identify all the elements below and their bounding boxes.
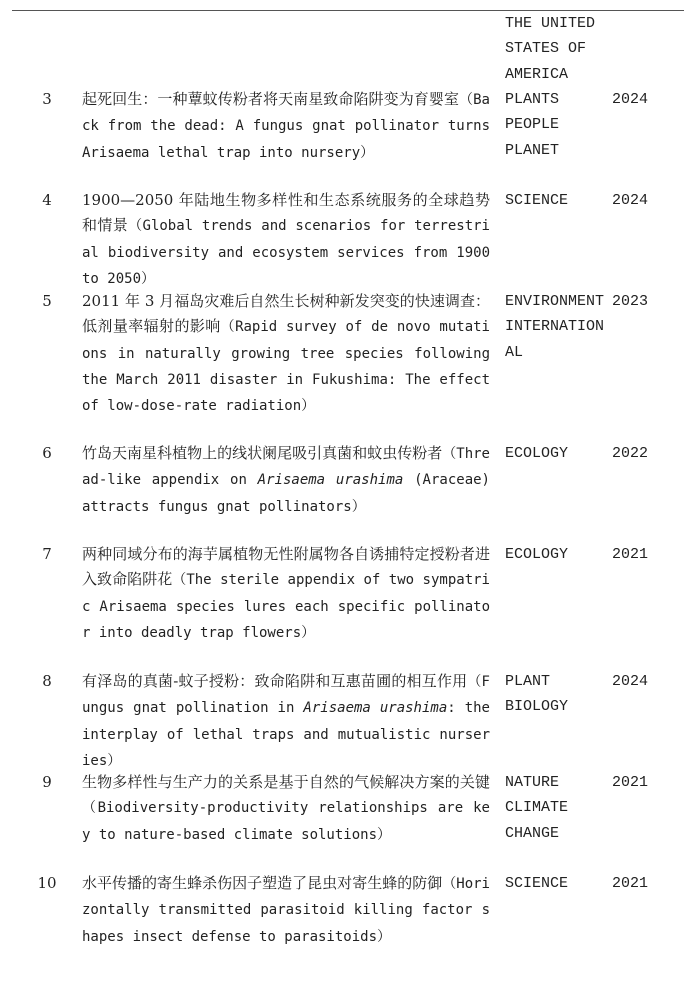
paper-title: 两种同域分布的海芋属植物无性附属物各自诱捕特定授粉者进入致命陷阱花（The sterile appendix of two sympatric Arisaema species lures each specific pollinator into deadly trap flowers） [82, 545, 490, 641]
year-cell: 2024 [612, 91, 649, 108]
journal-cell: NATURE CLIMATE CHANGE [505, 774, 569, 842]
row-number: 3 [42, 90, 52, 108]
journal-cell: PLANTS PEOPLE PLANET [505, 91, 560, 159]
journal-cell: SCIENCE [505, 875, 569, 892]
paper-title: 起死回生：一种蕈蚊传粉者将天南星致命陷阱变为育婴室（Back from the dead: A fungus gnat pollinator turns Arisaema lethal trap into nursery） [82, 90, 490, 161]
paper-title: 1900—2050 年陆地生物多样性和生态系统服务的全球趋势和情景（Global trends and scenarios for terrestrial biodiversity and ecosystem services from 1900 to 2050） [82, 191, 490, 287]
paper-title: 2011 年 3 月福岛灾难后自然生长树种新发突变的快速调查：低剂量率辐射的影响（Rapid survey of de novo mutations in naturally growing tree species following the March 2011 disaster in Fukushima: The effect of low-dose-rate radiation） [82, 292, 490, 415]
year-cell: 2021 [612, 875, 649, 892]
year-cell: 2022 [612, 445, 649, 462]
row-number: 8 [42, 672, 52, 690]
header-continuation-row [12, 11, 684, 87]
row-number: 7 [42, 545, 52, 563]
table-row [12, 542, 684, 669]
table-row [12, 770, 684, 871]
table-row [12, 669, 684, 770]
table-row [12, 87, 684, 188]
row-number: 4 [42, 191, 52, 209]
year-cell: 2023 [612, 293, 649, 310]
row-number: 9 [42, 773, 52, 791]
table-row [12, 289, 684, 441]
journal-cell: THE UNITED STATES OF AMERICA [505, 15, 596, 83]
publication-table [12, 10, 684, 972]
journal-cell: ECOLOGY [505, 546, 569, 563]
paper-title: 有泽岛的真菌-蚊子授粉：致命陷阱和互惠苗圃的相互作用（Fungus gnat pollination in Arisaema urashima: the interplay of lethal traps and mutualistic nurseries） [82, 672, 490, 769]
row-number: 10 [37, 874, 57, 892]
paper-title: 竹岛天南星科植物上的线状阑尾吸引真菌和蚊虫传粉者（Thread-like appendix on Arisaema urashima (Araceae) attracts fungus gnat pollinators） [82, 444, 490, 515]
row-number: 5 [42, 292, 52, 310]
paper-title: 水平传播的寄生蜂杀伤因子塑造了昆虫对寄生蜂的防御（Horizontally transmitted parasitoid killing factor shapes insect defense to parasitoids） [82, 874, 490, 945]
row-number: 6 [42, 444, 52, 462]
journal-cell: ENVIRONMENT INTERNATION AL [505, 293, 605, 361]
year-cell: 2021 [612, 546, 649, 563]
table-row [12, 188, 684, 289]
year-cell: 2024 [612, 192, 649, 209]
year-cell: 2024 [612, 673, 649, 690]
table-row [12, 441, 684, 542]
journal-cell: ECOLOGY [505, 445, 569, 462]
journal-cell: PLANT BIOLOGY [505, 673, 569, 716]
year-cell: 2021 [612, 774, 649, 791]
table-row [12, 871, 684, 972]
paper-title: 生物多样性与生产力的关系是基于自然的气候解决方案的关键（Biodiversity-productivity relationships are key to nature-based climate solutions） [82, 773, 490, 843]
journal-cell: SCIENCE [505, 192, 569, 209]
